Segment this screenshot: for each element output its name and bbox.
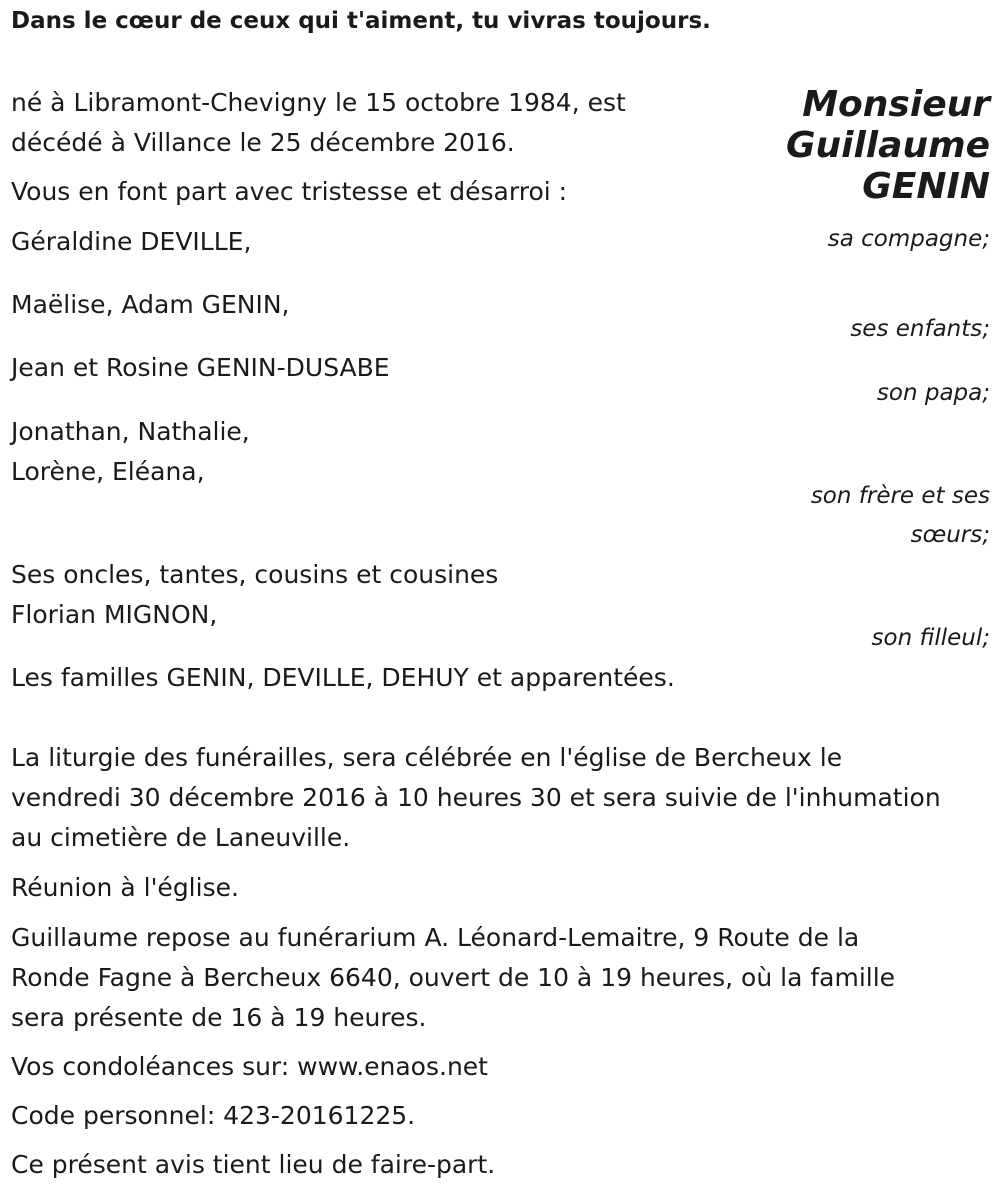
repose-line-3: sera présente de 16 à 19 heures.: [11, 1003, 427, 1032]
family-name-relatives: Ses oncles, tantes, cousins et cousines: [11, 560, 499, 589]
repose-paragraph: [11, 918, 991, 1038]
family-relation-partner: sa compagne;: [827, 226, 990, 252]
deceased-name: [786, 84, 990, 207]
birth-line-2: décédé à Villance le 25 décembre 2016.: [11, 128, 515, 157]
repose-line-1: Guillaume repose au funérarium A. Léonard-Lemaitre, 9 Route de la: [11, 923, 860, 952]
liturgy-paragraph: [11, 738, 991, 858]
reunion-line: Réunion à l'église.: [11, 873, 239, 902]
birth-line-1: né à Libramont-Chevigny le 15 octobre 1984, est: [11, 88, 626, 117]
name-title: Monsieur: [802, 84, 990, 125]
family-name-partner: Géraldine DEVILLE,: [11, 227, 252, 256]
liturgy-line-2: vendredi 30 décembre 2016 à 10 heures 30 et sera suivie de l'inhumation: [11, 783, 941, 812]
family-relation-children: ses enfants;: [850, 316, 990, 342]
headline: Dans le cœur de ceux qui t'aiment, tu vivras toujours.: [11, 8, 711, 34]
liturgy-line-3: au cimetière de Laneuville.: [11, 823, 351, 852]
family-relation-father: son papa;: [876, 380, 990, 406]
family-relation-godson: son filleul;: [871, 625, 990, 651]
name-first: Guillaume: [785, 125, 990, 166]
closing-line: Ce présent avis tient lieu de faire-part.: [11, 1150, 496, 1179]
code-line: Code personnel: 423-20161225.: [11, 1101, 416, 1130]
family-name-children: Maëlise, Adam GENIN,: [11, 290, 290, 319]
family-name-siblings-2: Lorène, Eléana,: [11, 457, 205, 486]
condolences-line: Vos condoléances sur: www.enaos.net: [11, 1052, 488, 1081]
family-relation-siblings-1: son frère et ses: [810, 483, 990, 509]
family-relation-siblings-2: sœurs;: [910, 522, 990, 548]
family-name-father: Jean et Rosine GENIN-DUSABE: [11, 353, 390, 382]
announce-line: Vous en font part avec tristesse et désarroi :: [11, 177, 568, 206]
liturgy-line-1: La liturgie des funérailles, sera célébrée en l'église de Bercheux le: [11, 743, 843, 772]
family-name-siblings-1: Jonathan, Nathalie,: [11, 417, 250, 446]
name-last: GENIN: [862, 166, 990, 207]
families-line: Les familles GENIN, DEVILLE, DEHUY et apparentées.: [11, 663, 675, 692]
repose-line-2: Ronde Fagne à Bercheux 6640, ouvert de 10 à 19 heures, où la famille: [11, 963, 896, 992]
family-name-godson: Florian MIGNON,: [11, 600, 218, 629]
